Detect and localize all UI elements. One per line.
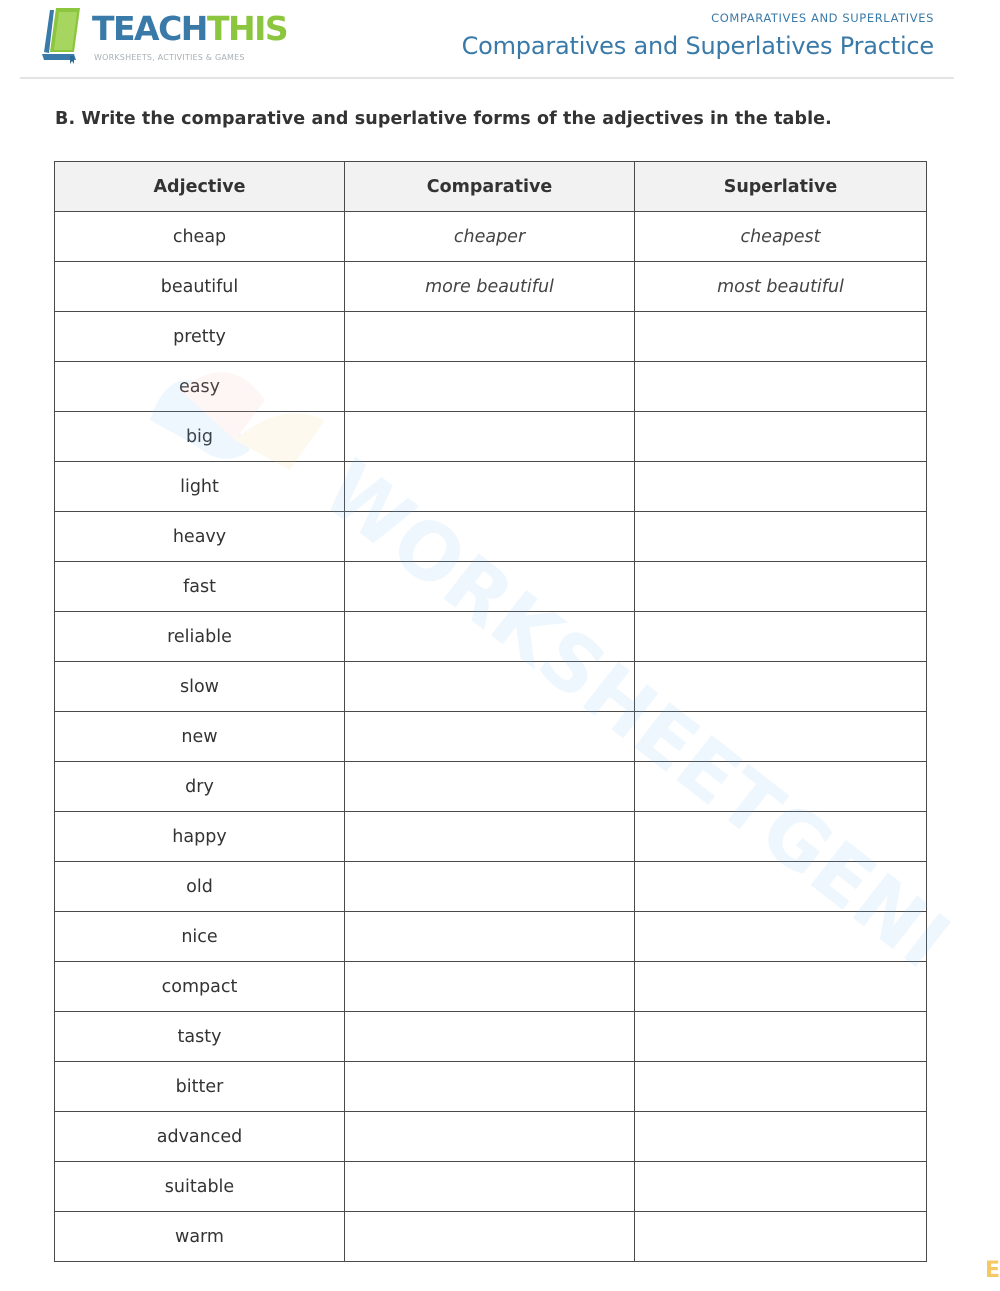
teachthis-logo[interactable]	[40, 6, 290, 66]
comparative-answer-cell[interactable]	[345, 1112, 635, 1162]
superlative-answer-cell[interactable]	[635, 312, 927, 362]
adjective-cell: pretty	[55, 312, 345, 362]
superlative-answer-cell[interactable]	[635, 462, 927, 512]
superlative-answer-cell[interactable]	[635, 712, 927, 762]
superlative-answer-cell[interactable]	[635, 612, 927, 662]
table-row	[55, 962, 927, 1012]
adjective-cell: light	[55, 462, 345, 512]
superlative-answer-cell[interactable]	[635, 562, 927, 612]
adjective-forms-table	[54, 161, 927, 1262]
adjective-cell: beautiful	[55, 262, 345, 312]
comparative-answer-cell[interactable]	[345, 712, 635, 762]
adjective-cell: easy	[55, 362, 345, 412]
comparative-answer-cell[interactable]	[345, 862, 635, 912]
superlative-answer-cell[interactable]	[635, 1062, 927, 1112]
table-row	[55, 1112, 927, 1162]
superlative-answer-cell[interactable]	[635, 1212, 927, 1262]
comparative-answer-cell[interactable]	[345, 562, 635, 612]
table-row	[55, 412, 927, 462]
comparative-answer-cell[interactable]	[345, 412, 635, 462]
adjective-cell: nice	[55, 912, 345, 962]
table-row	[55, 562, 927, 612]
exercise-instructions: B. Write the comparative and superlative forms of the adjectives in the table.	[55, 109, 832, 129]
table-row	[55, 462, 927, 512]
adjective-cell: compact	[55, 962, 345, 1012]
table-row	[55, 1162, 927, 1212]
table-row	[55, 762, 927, 812]
column-header-adjective: Adjective	[55, 162, 345, 212]
adjective-cell: heavy	[55, 512, 345, 562]
comparative-answer-cell[interactable]	[345, 762, 635, 812]
column-header-superlative: Superlative	[635, 162, 927, 212]
comparative-answer-cell[interactable]	[345, 1162, 635, 1212]
adjective-cell: advanced	[55, 1112, 345, 1162]
adjective-cell: fast	[55, 562, 345, 612]
table-row	[55, 212, 927, 262]
superlative-answer-cell[interactable]	[635, 512, 927, 562]
table-row	[55, 1012, 927, 1062]
page-header	[0, 0, 1000, 80]
logo-tagline: WORKSHEETS, ACTIVITIES & GAMES	[94, 53, 245, 62]
adjective-cell: suitable	[55, 1162, 345, 1212]
table-header-row	[55, 162, 927, 212]
logo-this: THIS	[206, 9, 288, 48]
adjective-cell: warm	[55, 1212, 345, 1262]
header-divider	[20, 77, 954, 79]
adjective-cell: happy	[55, 812, 345, 862]
table-row	[55, 512, 927, 562]
comparative-answer-cell[interactable]	[345, 962, 635, 1012]
comparative-answer-cell[interactable]	[345, 1012, 635, 1062]
comparative-answer-cell[interactable]	[345, 812, 635, 862]
superlative-answer-cell[interactable]: cheapest	[635, 212, 927, 262]
comparative-answer-cell[interactable]	[345, 512, 635, 562]
logo-teach: TEACH	[92, 9, 207, 48]
adjective-cell: bitter	[55, 1062, 345, 1112]
adjective-cell: slow	[55, 662, 345, 712]
superlative-answer-cell[interactable]	[635, 362, 927, 412]
table-body	[55, 212, 927, 1262]
watermark-text: WORKSHEETGENI	[306, 444, 966, 987]
adjective-cell: dry	[55, 762, 345, 812]
comparative-answer-cell[interactable]	[345, 1212, 635, 1262]
table-row	[55, 1062, 927, 1112]
adjective-cell: tasty	[55, 1012, 345, 1062]
adjective-cell: reliable	[55, 612, 345, 662]
table-row	[55, 312, 927, 362]
corner-mark: E	[984, 1258, 1000, 1283]
comparative-answer-cell[interactable]	[345, 912, 635, 962]
comparative-answer-cell[interactable]	[345, 362, 635, 412]
adjective-cell: new	[55, 712, 345, 762]
table-row	[55, 362, 927, 412]
superlative-answer-cell[interactable]	[635, 1162, 927, 1212]
table-row	[55, 262, 927, 312]
superlative-answer-cell[interactable]	[635, 762, 927, 812]
table-row	[55, 612, 927, 662]
adjective-table-container	[54, 161, 926, 1262]
book-logo-icon	[40, 6, 92, 64]
table-row	[55, 912, 927, 962]
table-row	[55, 1212, 927, 1262]
superlative-answer-cell[interactable]	[635, 812, 927, 862]
column-header-comparative: Comparative	[345, 162, 635, 212]
adjective-cell: old	[55, 862, 345, 912]
superlative-answer-cell[interactable]	[635, 1112, 927, 1162]
table-row	[55, 662, 927, 712]
comparative-answer-cell[interactable]	[345, 662, 635, 712]
comparative-answer-cell[interactable]	[345, 462, 635, 512]
superlative-answer-cell[interactable]	[635, 912, 927, 962]
logo-wordmark	[92, 10, 287, 48]
header-kicker: COMPARATIVES AND SUPERLATIVES	[711, 11, 934, 25]
comparative-answer-cell[interactable]	[345, 1062, 635, 1112]
page-title: Comparatives and Superlatives Practice	[461, 32, 934, 60]
superlative-answer-cell[interactable]	[635, 1012, 927, 1062]
superlative-answer-cell[interactable]	[635, 962, 927, 1012]
table-row	[55, 862, 927, 912]
adjective-cell: cheap	[55, 212, 345, 262]
superlative-answer-cell[interactable]	[635, 412, 927, 462]
table-row	[55, 812, 927, 862]
comparative-answer-cell[interactable]	[345, 612, 635, 662]
comparative-answer-cell[interactable]: cheaper	[345, 212, 635, 262]
table-row	[55, 712, 927, 762]
comparative-answer-cell[interactable]: more beautiful	[345, 262, 635, 312]
adjective-cell: big	[55, 412, 345, 462]
superlative-answer-cell[interactable]	[635, 862, 927, 912]
comparative-answer-cell[interactable]	[345, 312, 635, 362]
superlative-answer-cell[interactable]: most beautiful	[635, 262, 927, 312]
superlative-answer-cell[interactable]	[635, 662, 927, 712]
